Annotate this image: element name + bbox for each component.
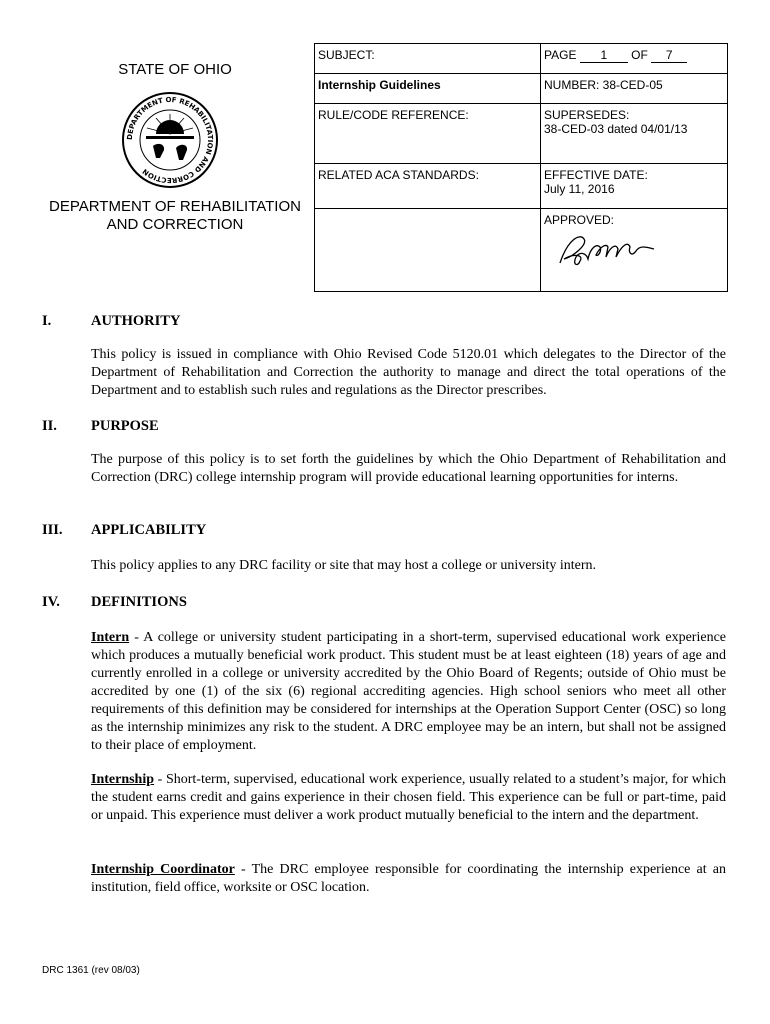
definition-internship-coordinator: Internship Coordinator - The DRC employee responsible for coordinating the internship experience at an institution, field office, worksite or OSC location. bbox=[91, 862, 726, 895]
effective-date-label: EFFECTIVE DATE: bbox=[544, 168, 648, 182]
supersedes-value: 38-CED-03 dated 04/01/13 bbox=[544, 122, 688, 136]
form-footer: DRC 1361 (rev 08/03) bbox=[42, 965, 140, 976]
rule-code-label: RULE/CODE REFERENCE: bbox=[315, 104, 541, 164]
supersedes-cell bbox=[541, 104, 728, 164]
page-number: 1 bbox=[580, 48, 628, 63]
approved-label: APPROVED: bbox=[544, 213, 615, 227]
state-title: STATE OF OHIO bbox=[118, 61, 232, 78]
definition-internship: Internship - Short-term, supervised, educational work experience, usually related to a student’s major, for which the student earns credit and gains experience in their chosen field. This experience can be full or part-time, paid or unpaid. This experience must deliver a work product mutually beneficial to the intern and the department. bbox=[91, 772, 726, 823]
section-applicability-text: This policy applies to any DRC facility or site that may host a college or university intern. bbox=[91, 558, 597, 573]
page-total: 7 bbox=[651, 48, 687, 63]
aca-standards-label: RELATED ACA STANDARDS: bbox=[315, 164, 541, 209]
effective-date-value: July 11, 2016 bbox=[544, 182, 615, 196]
term-internship: Internship bbox=[91, 772, 155, 787]
subject-value: Internship Guidelines bbox=[315, 74, 541, 104]
term-intern: Intern bbox=[91, 630, 130, 645]
empty-cell bbox=[315, 209, 541, 292]
page-indicator: PAGE 1 OF 7 bbox=[541, 44, 728, 74]
term-internship-coordinator: Internship Coordinator bbox=[91, 862, 235, 877]
subject-label: SUBJECT: bbox=[315, 44, 541, 74]
department-title: DEPARTMENT OF REHABILITATION AND CORRECTION bbox=[49, 198, 301, 233]
director-signature bbox=[550, 229, 660, 269]
supersedes-label: SUPERSEDES: bbox=[544, 108, 630, 122]
definition-intern: Intern - A college or university student participating in a short-term, supervised educational work experience which produces a mutually beneficial work product. This student must be at least eighteen (18) years of age and currently enrolled in a college or university accredited by the Ohio Board of Regents; outside of Ohio must be accredited by one (1) of the six (6) regional accrediting agencies. High school seniors who meet all other requirements of this definition may be considered for internships at the Operation Support Center (OSC) so long as the internship minimizes any risk to the student. A DRC employee may be an intern, but shall not be assigned to their place of employment. bbox=[91, 630, 726, 753]
section-authority-text: This policy is issued in compliance with Ohio Revised Code 5120.01 which delegates to the Director of the Department of Rehabilitation and Correction the authority to manage and direct the total operations of the Department and to establish such rules and regulations as the Director prescribes. bbox=[91, 347, 726, 398]
section-purpose-text: The purpose of this policy is to set forth the guidelines by which the Ohio Department of Rehabilitation and Correction (DRC) college internship program will provide educational learning opportunities for interns. bbox=[91, 452, 726, 485]
approved-cell bbox=[541, 209, 728, 292]
policy-number: NUMBER: 38-CED-05 bbox=[541, 74, 728, 104]
department-seal bbox=[120, 90, 220, 190]
policy-header-table bbox=[314, 43, 728, 292]
svg-text:DEPARTMENT OF REHABILITATION A: DEPARTMENT OF REHABILITATION AND CORRECTION bbox=[125, 95, 215, 185]
effective-date-cell bbox=[541, 164, 728, 209]
